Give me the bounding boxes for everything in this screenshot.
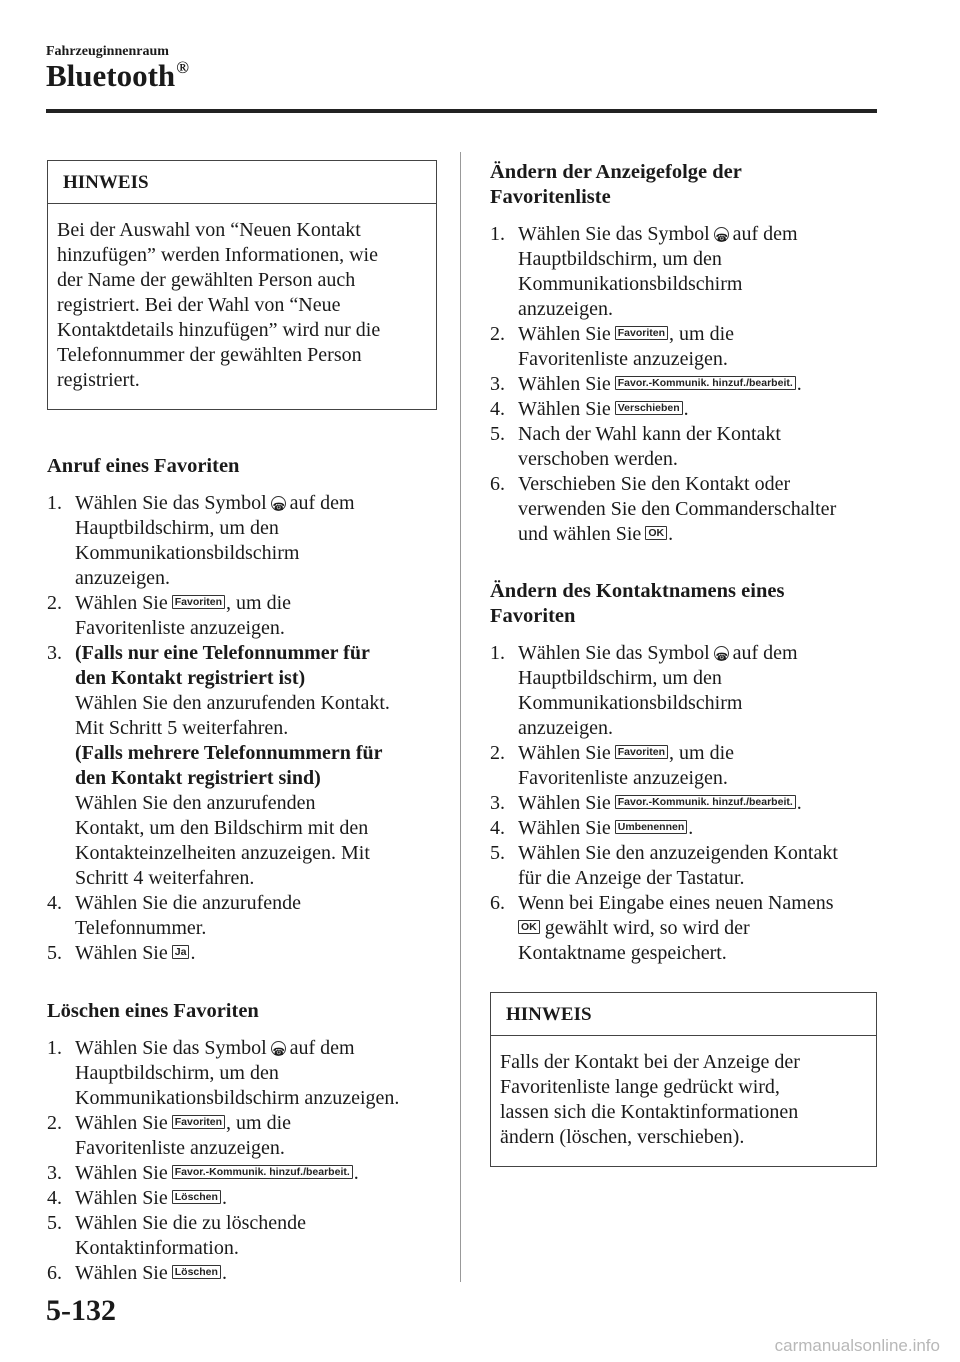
step-text: Kontaktinformation. xyxy=(75,1237,239,1259)
step-text: Kommunikationsbildschirm xyxy=(518,692,743,714)
note-box xyxy=(490,992,877,1167)
step-3 xyxy=(47,1161,437,1186)
section-title-call: Anruf eines Favoriten xyxy=(47,455,240,477)
step-text: anzuzeigen. xyxy=(75,567,170,589)
ok-button[interactable]: OK xyxy=(645,526,667,540)
step-1 xyxy=(490,641,882,741)
step-text: Verschieben Sie den Kontakt oder xyxy=(518,473,791,495)
step-2 xyxy=(47,591,437,641)
step-text: Favoritenliste anzuzeigen. xyxy=(518,767,728,789)
step-text: Wählen Sie das Symbol xyxy=(518,223,710,245)
step-text: Kommunikationsbildschirm anzuzeigen. xyxy=(75,1087,400,1109)
step-number: 1. xyxy=(490,642,505,664)
note-heading: HINWEIS xyxy=(491,993,876,1036)
step-text: , um die xyxy=(226,592,292,614)
step-text: . xyxy=(190,942,196,964)
step-number: 4. xyxy=(490,398,505,420)
phone-icon xyxy=(271,496,286,511)
verschieben-button[interactable]: Verschieben xyxy=(615,401,683,415)
step-text: . xyxy=(796,373,802,395)
step-text: Wählen Sie xyxy=(75,1112,168,1134)
note-box xyxy=(47,160,437,410)
section-title-line: Ändern der Anzeigefolge der xyxy=(490,161,742,183)
step-text: Kommunikationsbildschirm xyxy=(518,273,743,295)
step-text: Wählen Sie das Symbol xyxy=(518,642,710,664)
note-line: ändern (löschen, verschieben). xyxy=(500,1126,745,1148)
step-1 xyxy=(47,491,437,591)
section-title-delete: Löschen eines Favoriten xyxy=(47,1000,259,1022)
step-6 xyxy=(47,1261,437,1286)
registered-mark: ® xyxy=(176,57,189,77)
step-number: 4. xyxy=(490,817,505,839)
step-number: 1. xyxy=(490,223,505,245)
step-number: 5. xyxy=(490,423,505,445)
step-text: . xyxy=(221,1187,227,1209)
step-text: Wählen Sie die zu löschende xyxy=(75,1212,307,1234)
step-5 xyxy=(47,1211,437,1261)
note-line: der Name der gewählten Person auch xyxy=(57,269,356,291)
step-text: Hauptbildschirm, um den xyxy=(518,248,722,270)
step-text: auf dem xyxy=(289,492,355,514)
step-text: Hauptbildschirm, um den xyxy=(518,667,722,689)
step-number: 2. xyxy=(47,592,62,614)
step-text: Wählen Sie den anzurufenden xyxy=(75,792,316,814)
step-number: 6. xyxy=(490,473,505,495)
step-text: Wählen Sie xyxy=(518,792,611,814)
step-number: 3. xyxy=(490,792,505,814)
section-title-line: Favoritenliste xyxy=(490,186,611,208)
note-body xyxy=(491,1036,876,1166)
note-line: registriert. Bei der Wahl von “Neue xyxy=(57,294,341,316)
phone-icon xyxy=(714,646,729,661)
step-5 xyxy=(490,422,882,472)
ja-button[interactable]: Ja xyxy=(172,945,190,959)
step-2 xyxy=(490,322,882,372)
step-text: anzuzeigen. xyxy=(518,298,613,320)
step-text: Kontakt, um den Bildschirm mit den xyxy=(75,817,369,839)
step-3 xyxy=(47,641,437,891)
loeschen-button[interactable]: Löschen xyxy=(172,1190,221,1204)
favor-kommunik-edit-button[interactable]: Favor.-Kommunik. hinzuf./bearbeit. xyxy=(615,795,796,809)
favoriten-button[interactable]: Favoriten xyxy=(172,595,225,609)
step-4 xyxy=(47,1186,437,1211)
step-text: Nach der Wahl kann der Kontakt xyxy=(518,423,781,445)
step-number: 5. xyxy=(490,842,505,864)
step-text: für die Anzeige der Tastatur. xyxy=(518,867,745,889)
step-text: auf dem xyxy=(289,1037,355,1059)
step-text: . xyxy=(688,817,694,839)
step-number: 2. xyxy=(490,323,505,345)
step-6 xyxy=(490,891,882,966)
note-line: Kontaktdetails hinzufügen” wird nur die xyxy=(57,319,381,341)
step-text: , um die xyxy=(669,323,735,345)
step-3 xyxy=(490,372,882,397)
chapter-label: Fahrzeuginnenraum xyxy=(46,44,169,59)
left-column xyxy=(47,160,437,1286)
condition-text: den Kontakt registriert ist) xyxy=(75,667,306,689)
condition-text: den Kontakt registriert sind) xyxy=(75,767,321,789)
phone-icon xyxy=(271,1041,286,1056)
step-text: Wählen Sie xyxy=(518,817,611,839)
condition-text: (Falls mehrere Telefonnummern für xyxy=(75,742,383,764)
column-divider xyxy=(460,152,461,1282)
step-text: verwenden Sie den Commanderschalter xyxy=(518,498,837,520)
step-text: auf dem xyxy=(732,642,798,664)
step-number: 4. xyxy=(47,1187,62,1209)
steps-order xyxy=(490,222,882,547)
step-text: auf dem xyxy=(732,223,798,245)
favoriten-button[interactable]: Favoriten xyxy=(615,745,668,759)
step-text: Kommunikationsbildschirm xyxy=(75,542,300,564)
step-text: Wählen Sie das Symbol xyxy=(75,492,267,514)
step-number: 3. xyxy=(47,1162,62,1184)
page-number: 5-132 xyxy=(46,1294,116,1327)
section-title-line: Ändern des Kontaktnamens eines xyxy=(490,580,785,602)
note-line: Bei der Auswahl von “Neuen Kontakt xyxy=(57,219,361,241)
page-title-text: Bluetooth xyxy=(46,58,176,93)
step-text: Favoritenliste anzuzeigen. xyxy=(75,1137,285,1159)
step-2 xyxy=(47,1111,437,1161)
note-line: Favoritenliste lange gedrückt wird, xyxy=(500,1076,780,1098)
step-text: , um die xyxy=(226,1112,292,1134)
condition-text: (Falls nur eine Telefonnummer für xyxy=(75,642,370,664)
section-title-rename xyxy=(490,579,882,629)
step-text: Kontaktname gespeichert. xyxy=(518,942,727,964)
step-number: 3. xyxy=(47,642,62,664)
step-text: . xyxy=(683,398,689,420)
step-number: 2. xyxy=(490,742,505,764)
step-text: Wählen Sie xyxy=(518,323,611,345)
right-column xyxy=(490,160,882,1167)
steps-delete xyxy=(47,1036,437,1286)
step-text: Wählen Sie die anzurufende xyxy=(75,892,302,914)
note-line: registriert. xyxy=(57,369,140,391)
step-6 xyxy=(490,472,882,547)
step-text: . xyxy=(221,1262,227,1284)
step-4 xyxy=(490,397,882,422)
step-text: gewählt wird, so wird der xyxy=(544,917,750,939)
favoriten-button[interactable]: Favoriten xyxy=(615,326,668,340)
step-text: Hauptbildschirm, um den xyxy=(75,517,279,539)
step-text: Telefonnummer. xyxy=(75,917,207,939)
step-number: 6. xyxy=(47,1262,62,1284)
note-line: Falls der Kontakt bei der Anzeige der xyxy=(500,1051,800,1073)
favor-kommunik-edit-button[interactable]: Favor.-Kommunik. hinzuf./bearbeit. xyxy=(615,376,796,390)
loeschen-button[interactable]: Löschen xyxy=(172,1265,221,1279)
step-1 xyxy=(47,1036,437,1111)
section-title-line: Favoriten xyxy=(490,605,576,627)
step-text: . xyxy=(353,1162,359,1184)
step-text: Kontakteinzelheiten anzuzeigen. Mit xyxy=(75,842,370,864)
step-number: 4. xyxy=(47,892,62,914)
step-text: Favoritenliste anzuzeigen. xyxy=(518,348,728,370)
favoriten-button[interactable]: Favoriten xyxy=(172,1115,225,1129)
section-title-order xyxy=(490,160,882,210)
step-text: Wählen Sie xyxy=(75,1187,168,1209)
step-5 xyxy=(490,841,882,891)
note-line: lassen sich die Kontaktinformationen xyxy=(500,1101,799,1123)
phone-icon xyxy=(714,227,729,242)
note-line: Telefonnummer der gewählten Person xyxy=(57,344,362,366)
note-line: hinzufügen” werden Informationen, wie xyxy=(57,244,378,266)
steps-rename xyxy=(490,641,882,966)
step-text: Wenn bei Eingabe eines neuen Namens xyxy=(518,892,834,914)
step-number: 1. xyxy=(47,492,62,514)
step-text: Wählen Sie xyxy=(75,592,168,614)
steps-call xyxy=(47,491,437,966)
step-number: 3. xyxy=(490,373,505,395)
step-2 xyxy=(490,741,882,791)
umbenennen-button[interactable]: Umbenennen xyxy=(615,820,688,834)
step-text: . xyxy=(796,792,802,814)
note-body xyxy=(48,204,436,409)
step-text: Wählen Sie den anzuzeigenden Kontakt xyxy=(518,842,838,864)
step-3 xyxy=(490,791,882,816)
step-4 xyxy=(47,891,437,941)
step-number: 1. xyxy=(47,1037,62,1059)
step-4 xyxy=(490,816,882,841)
ok-button[interactable]: OK xyxy=(518,920,540,934)
step-text: Wählen Sie xyxy=(518,398,611,420)
step-number: 6. xyxy=(490,892,505,914)
step-text: Wählen Sie xyxy=(75,1162,168,1184)
step-number: 2. xyxy=(47,1112,62,1134)
step-text: , um die xyxy=(669,742,735,764)
step-text: anzuzeigen. xyxy=(518,717,613,739)
step-5 xyxy=(47,941,437,966)
step-text: Wählen Sie den anzurufenden Kontakt. xyxy=(75,692,390,714)
step-text: Wählen Sie das Symbol xyxy=(75,1037,267,1059)
step-number: 5. xyxy=(47,942,62,964)
header-rule xyxy=(46,109,877,113)
step-text: und wählen Sie xyxy=(518,523,642,545)
step-text: Favoritenliste anzuzeigen. xyxy=(75,617,285,639)
step-text: Schritt 4 weiterfahren. xyxy=(75,867,255,889)
step-1 xyxy=(490,222,882,322)
step-text: Hauptbildschirm, um den xyxy=(75,1062,279,1084)
step-text: verschoben werden. xyxy=(518,448,678,470)
step-number: 5. xyxy=(47,1212,62,1234)
step-text: Wählen Sie xyxy=(75,1262,168,1284)
favor-kommunik-edit-button[interactable]: Favor.-Kommunik. hinzuf./bearbeit. xyxy=(172,1165,353,1179)
watermark: carmanualsonline.info xyxy=(774,1336,940,1355)
step-text: Wählen Sie xyxy=(518,373,611,395)
step-text: Wählen Sie xyxy=(75,942,168,964)
step-text: . xyxy=(668,523,674,545)
note-heading: HINWEIS xyxy=(48,161,436,204)
step-text: Mit Schritt 5 weiterfahren. xyxy=(75,717,289,739)
step-text: Wählen Sie xyxy=(518,742,611,764)
page-title xyxy=(46,57,189,93)
